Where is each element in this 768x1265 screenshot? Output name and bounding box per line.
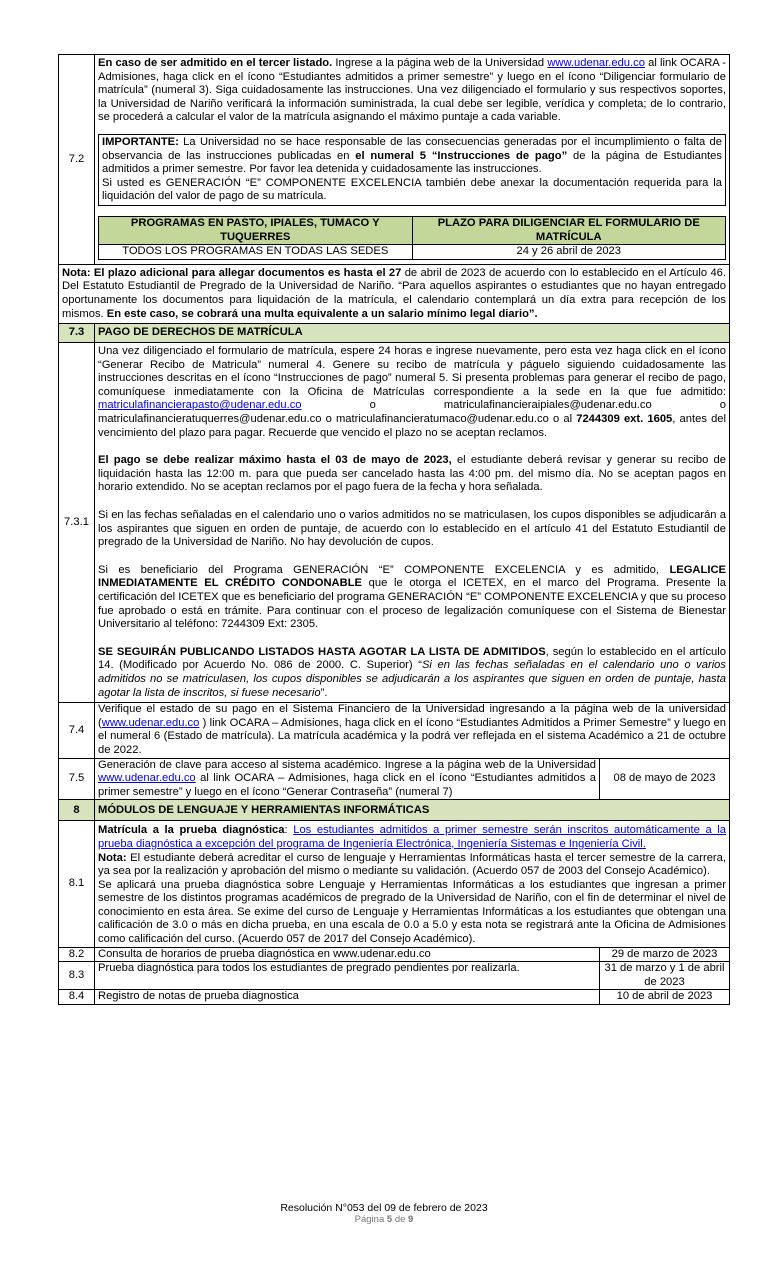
section-number: 7.3: [59, 324, 95, 343]
row-8-4: [59, 990, 730, 1005]
paragraph: Una vez diligenciado el formulario de matrícula, espere 24 horas e ingrese nuevamente, pero esta vez haga click en el ícono “Generar Recibo de Matricula” numeral 4. Genere su recibo de matrícula y páguelo siguiendo cuidadosamente las instrucciones descritas en el ícono “Instrucciones de pago” numeral 5. Si presenta problemas para generar el recibo de pago, comuníquese inmediatamente con la Oficina de Matrículas correspondiente a la sede en la que fue admitido: matriculafinancierapasto@udenar.edu.co o matriculafinancieraipiales@udenar.edu.co o matriculafinancieratuquerres@udenar.edu.co o matriculafinancieratumaco@udenar.edu.co o al 7244309 ext. 1605, antes del vencimiento del plazo para pagar. Recuerde que vencido el plazo no se aceptan reclamos.: [98, 345, 727, 439]
resolution-text: Resolución N°053 del 09 de febrero de 2023: [280, 1202, 488, 1214]
paragraph: En caso de ser admitido en el tercer listado. Ingrese a la página web de la Universidad www.udenar.edu.co al link OCARA - Admisiones, haga click en el ícono “Estudiantes admitidos a primer semestre” y luego en el ícono “Diligenciar formulario de matrícula” (numeral 3). Siga cuidadosamente las instrucciones. Una vez diligenciado el formulario y sus respectivos soportes, la Universidad de Nariño verificará la información suministrada, la cual debe ser legible, verídica y completa; de lo contrario, se procederá a calcular el valor de la matrícula asignando el máximo puntaje a cada variable.: [98, 57, 727, 124]
header-programs: PROGRAMAS EN PASTO, IPIALES, TUMACO Y TUQUERRES: [99, 216, 413, 244]
row-7-4: [59, 703, 730, 758]
row-7-2: [59, 55, 730, 265]
row-number: 7.5: [59, 758, 95, 800]
paragraph: El pago se debe realizar máximo hasta el 03 de mayo de 2023, el estudiante deberá revisar y generar su recibo de liquidación hasta las 12:00 m. para que pueda ser cancelado hasta las 4:00 pm. del mismo día. No se aceptan pagos en horario extendido. No se aceptan reclamos por el pago fuera de la fecha y hora señalada.: [98, 454, 726, 494]
section-title: MÓDULOS DE LENGUAJE Y HERRAMIENTAS INFORMÁTICAS: [95, 800, 730, 821]
section-8: [59, 800, 730, 821]
row-number: 7.2: [59, 55, 95, 265]
row-8-1: [59, 821, 730, 947]
row-7-3-1: [59, 343, 730, 703]
paragraph: Verifique el estado de su pago en el Sistema Financiero de la Universidad ingresando a la página web de la universidad (www.udenar.edu.co ) link OCARA – Admisiones, haga click en el ícono “Estudiantes Admitidos a Primer Semestre” y luego en el numeral 6 (Estado de matrícula). La matrícula académica y la podrá ver reflejada en el sistema Académico a 21 de octubre de 2022.: [98, 703, 726, 756]
header-deadline: PLAZO PARA DILIGENCIAR EL FORMULARIO DE MATRÍCULA: [412, 216, 726, 244]
row-number: 7.4: [59, 703, 95, 758]
paragraph: Si en las fechas señaladas en el calendario uno o varios admitidos no se matriculasen, los cupos disponibles se adjudicarán a los aspirantes que siguen en orden de puntaje, de acuerdo con lo establecido en el artículo 41 del Estatuto Estudiantil de pregrado de la Universidad de Nariño. No hay devolución de cupos.: [98, 509, 726, 549]
page-number: Página 5 de 9: [354, 1214, 414, 1225]
deadline-table: [98, 216, 726, 260]
row-number: 8.4: [59, 990, 95, 1005]
row-number: 8.3: [59, 962, 95, 990]
activity-text: Registro de notas de prueba diagnostica: [95, 990, 600, 1005]
section-7-3: [59, 324, 730, 343]
note-paragraph: Nota: El plazo adicional para allegar documentos es hasta el 27 de abril de 2023 de acuerdo con lo establecido en el Artículo 46. Del Estatuto Estudiantil de Pregrado de la Universidad de Nariño. “Para aquellos aspirantes o estudiantes que no hayan entregado oportunamente los documentos para liquidación de la matrícula, el calendario contemplará un día extra para recepción de los mismos. En este caso, se cobrará una multa equivalente a un salario mínimo legal diario”.: [62, 266, 726, 320]
important-label: IMPORTANTE:: [102, 135, 179, 148]
udenar-link[interactable]: www.udenar.edu.co: [547, 57, 645, 69]
date-cell: 10 de abril de 2023: [600, 990, 730, 1005]
row-7-5: [59, 758, 730, 800]
section-number: 8: [59, 800, 95, 821]
date-cell: 08 de mayo de 2023: [600, 758, 730, 800]
cell-programs: TODOS LOS PROGRAMAS EN TODAS LAS SEDES: [99, 245, 413, 260]
calendar-table: [58, 54, 730, 1005]
row-note: [59, 264, 730, 323]
cell-dates: 24 y 26 abril de 2023: [412, 245, 726, 260]
row-8-3: [59, 962, 730, 990]
paragraph: Se aplicará una prueba diagnóstica sobre Lenguaje y Herramientas Informáticas a los estudiantes que ingresan a primer semestre de los distintos programas académicos de pregrado de la Universidad de Nariño, con el fin de determinar el nivel de conocimiento en esta área. Se exime del curso de Lenguaje y Herramientas Informáticas a los estudiantes que obtengan una calificación de 3.0 o más en dicha prueba, en una escala de 0.0 a 5.0 y esta nota se registrará ante la Oficina de Admisiones como calificación del curso. (Acuerdo 057 de 2017 del Consejo Académico).: [98, 878, 726, 946]
date-cell: 29 de marzo de 2023: [600, 947, 730, 962]
paragraph: Generación de clave para acceso al sistema académico. Ingrese a la página web de la Universidad www.udenar.edu.co al link OCARA – Admisiones, haga click en el ícono “Estudiantes admitidos a primer semestre” y luego en el ícono “Generar Contraseña” (numeral 7): [98, 758, 596, 798]
row-number: 8.1: [59, 821, 95, 947]
activity-text: Prueba diagnóstica para todos los estudiantes de pregrado pendientes por realizarla.: [95, 962, 600, 990]
section-title: PAGO DE DERECHOS DE MATRÍCULA: [95, 324, 730, 343]
email-pasto-link[interactable]: matriculafinancierapasto@udenar.edu.co: [98, 399, 302, 412]
activity-text: Consulta de horarios de prueba diagnóstica en www.udenar.edu.co: [95, 947, 600, 962]
udenar-link[interactable]: www.udenar.edu.co: [98, 772, 196, 785]
email-tuquerres: matriculafinancieratuquerres@udenar.edu.co: [98, 413, 322, 426]
row-number: 8.2: [59, 947, 95, 962]
date-cell: 31 de marzo y 1 de abril de 2023: [600, 962, 730, 990]
row-number: 7.3.1: [59, 343, 95, 703]
paragraph: Si es beneficiario del Programa GENERACIÓN “E” COMPONENTE EXCELENCIA y es admitido, LEGALICE INMEDIATAMENTE EL CRÉDITO CONDONABLE que le otorga el ICETEX, en el marco del Programa. Presente la certificación del ICETEX que es beneficiario del programa GENERACIÓN “E” COMPONENTE EXCELENCIA y que su proceso fue aprobado o está en trámite. Para continuar con el proceso de legalización comuníquese con el Sistema de Bienestar Universitario al teléfono: 7244309 Ext: 2305.: [98, 563, 726, 631]
udenar-link[interactable]: www.udenar.edu.co: [101, 716, 200, 729]
row-8-2: [59, 947, 730, 962]
email-ipiales: matriculafinancieraipiales@udenar.edu.co: [443, 399, 652, 412]
important-box: IMPORTANTE: La Universidad no se hace responsable de las consecuencias generadas por el incumplimiento o falta de observancia de las instrucciones publicadas en el numeral 5 “Instrucciones de pago” de la página de Estudiantes admitidos a primer semestre. Por favor lea detenida y cuidadosamente las instrucciones. Si usted es GENERACIÓN “E” COMPONENTE EXCELENCIA también debe anexar la documentación requerida para la liquidación del valor de pago de su matrícula.: [98, 134, 726, 206]
document-page: [58, 54, 730, 1005]
page-footer: [0, 1202, 768, 1226]
diagnostic-test-link[interactable]: Los estudiantes admitidos a primer semestre serán inscritos automáticamente a la prueba diagnóstica a excepción del programa de Ingeniería Electrónica, Ingeniería Sistemas e Ingeniería Civil.: [98, 824, 726, 850]
paragraph: Nota: El estudiante deberá acreditar el curso de lenguaje y Herramientas Informáticas hasta el tercer semestre de la carrera, ya sea por la realización y aprobación del mismo o mediante su validación. (Acuerdo 057 de 2003 del Consejo Académico).: [98, 851, 726, 878]
paragraph: SE SEGUIRÁN PUBLICANDO LISTADOS HASTA AGOTAR LA LISTA DE ADMITIDOS, según lo establecido en el artículo 14. (Modificado por Acuerdo No. 086 de 2000. C. Superior) “Si en las fechas señaladas en el calendario uno o varios admitidos no se matriculasen, los cupos disponibles se adjudicarán a los aspirantes que siguen en orden de puntaje, hasta agotar la lista de inscritos, si fuese necesario”.: [98, 645, 726, 699]
paragraph: Matrícula a la prueba diagnóstica: Los estudiantes admitidos a primer semestre serán inscritos automáticamente a la prueba diagnóstica a excepción del programa de Ingeniería Electrónica, Ingeniería Sistemas e Ingeniería Civil.: [98, 824, 726, 850]
